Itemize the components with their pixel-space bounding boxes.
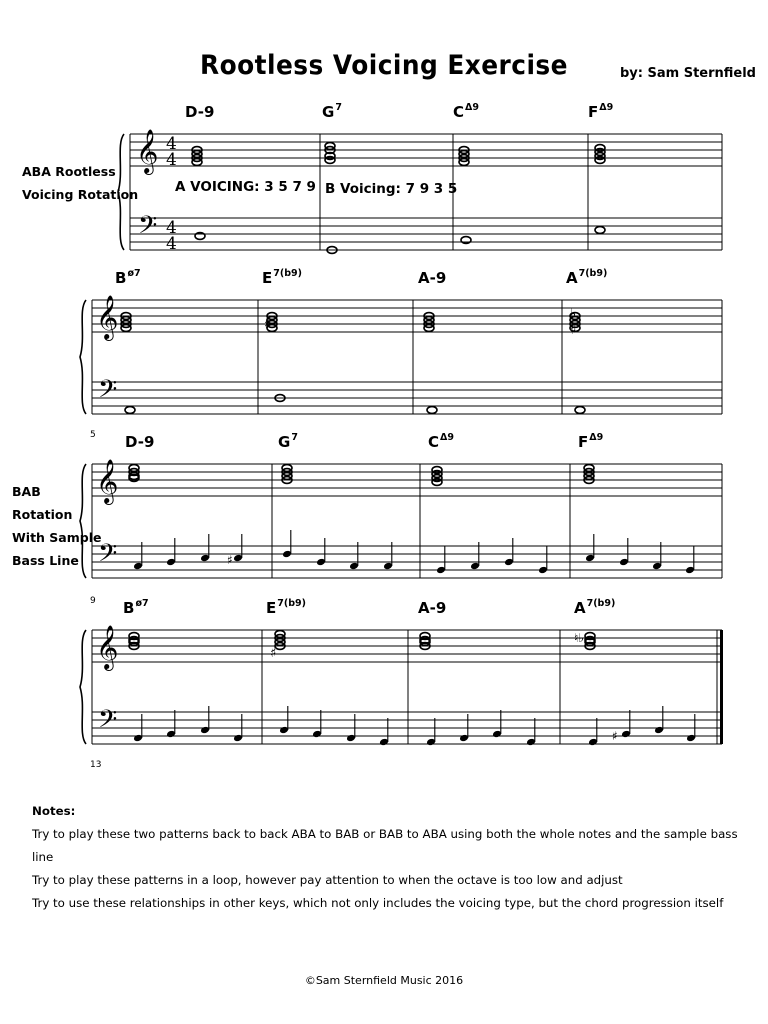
whole-note [125,407,135,414]
measure-number: 5 [90,430,96,440]
whole-note [595,227,605,234]
chord-symbol: A-9 [418,599,447,617]
sharp-icon: ♯ [270,646,277,661]
chord-symbol: $F^{\Delta 9}$ [588,102,614,121]
measure-number: 9 [90,596,96,606]
chord-symbol: $A^{7(b9)}$ [566,268,608,287]
chord-symbol: $B^{ø7}$ [115,268,141,287]
sharp-icon: ♯ [227,553,233,567]
flat-icon: ♭ [570,307,577,322]
bass-clef-icon: 𝄢 [138,211,158,246]
sharp-icon: ♯ [264,317,271,332]
note-line: Try to play these two patterns back to back ABA to BAB or BAB to ABA using both the whole notes and the sample bass line [32,827,738,864]
time-signature: 4 [166,234,177,254]
whole-note [427,407,437,414]
note-line: Try to play these patterns in a loop, however pay attention to when the octave is too low and adjust [32,873,623,887]
sharp-icon: ♯ [612,729,618,743]
note-line: Try to use these relationships in other keys, which not only includes the voicing type, but the chord progression itself [32,896,724,910]
brace [118,134,124,250]
treble-clef-icon: 𝄞 [96,459,119,503]
chord-symbol: A-9 [418,269,447,287]
voicing-b-label: B Voicing: 7 9 3 5 [325,181,458,197]
chord-symbol: $E^{7(b9)}$ [262,268,302,287]
treble-clef-icon: 𝄞 [96,295,119,339]
chord-symbol: $A^{7(b9)}$ [574,598,616,617]
page-title: Rootless Voicing Exercise [200,50,568,81]
notes-section [32,800,752,915]
natural-flat-icon: ♮♭ [574,631,584,645]
chord-symbol: $F^{\Delta 9}$ [578,432,604,451]
section-b-label-line: BAB [12,484,41,499]
chord-symbol: $E^{7(b9)}$ [266,598,306,617]
brace [80,464,86,578]
measure-number: 13 [90,760,102,770]
time-signature: 4 [166,134,177,154]
chord-symbol: D-9 [185,103,215,121]
section-b-label-line: Bass Line [12,553,79,568]
chord-symbol: D-9 [125,433,155,451]
chord-symbol: $G^7$ [278,432,298,451]
bass-clef-icon: 𝄢 [98,705,118,740]
section-b-label-line: Rotation [12,507,73,522]
chord-symbol: $B^{ø7}$ [123,598,149,617]
chord-symbol: $C^{\Delta 9}$ [428,432,454,451]
chord-symbol: $G^7$ [322,102,342,121]
copyright-footer: ©Sam Sternfield Music 2016 [304,974,464,987]
treble-clef-icon: 𝄞 [136,129,159,173]
chord-symbol: $C^{\Delta 9}$ [453,102,479,121]
brace [80,300,86,414]
section-b-label-line: With Sample [12,530,102,545]
section-a-label-line: Voicing Rotation [22,187,139,202]
treble-clef-icon: 𝄞 [96,625,119,669]
brace [80,630,86,744]
notes-heading: Notes: [32,804,76,818]
time-signature: 4 [166,218,177,238]
section-a-label-line: ABA Rootless [22,164,116,179]
final-barline-thick [720,630,723,744]
composer-byline: by: Sam Sternfield [620,66,756,81]
time-signature: 4 [166,150,177,170]
sharp-icon: ♯ [570,323,577,338]
bass-clef-icon: 𝄢 [98,375,118,410]
voicing-a-label: A VOICING: 3 5 7 9 [175,179,316,195]
whole-note [575,407,585,414]
bass-clef-icon: 𝄢 [98,539,118,574]
